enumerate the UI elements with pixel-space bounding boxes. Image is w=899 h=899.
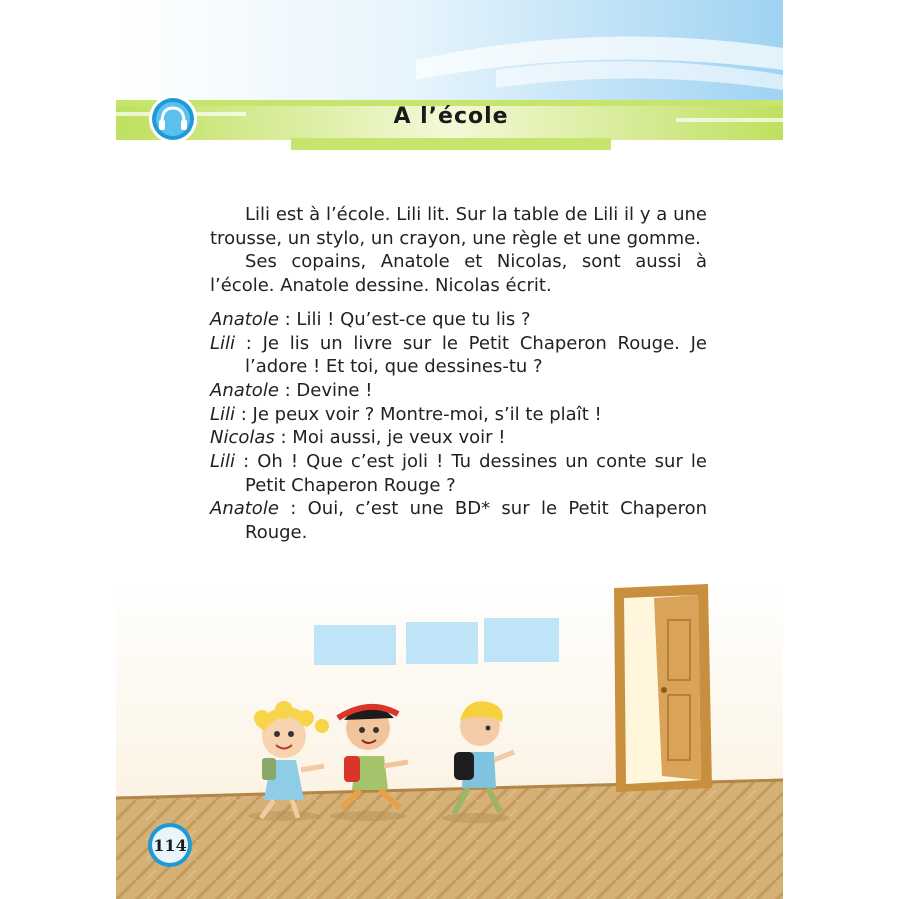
- window: [484, 618, 559, 662]
- dialogue-text: : Je lis un livre sur le Petit Chaperon Rouge. Je l’adore ! Et toi, que dessines-tu ?: [235, 332, 707, 378]
- dialogue-line: [210, 403, 707, 427]
- paragraph: Ses copains, Anatole et Nicolas, sont aussi à l’école. Anatole dessine. Nicolas écrit.: [210, 251, 707, 297]
- page-number: 114: [153, 836, 187, 855]
- page-number-badge: [147, 822, 193, 868]
- page-title: A l’école: [393, 104, 509, 129]
- speaker-name: Lili: [210, 332, 236, 354]
- dialogue-line: [210, 497, 707, 544]
- school-hallway-illustration: [116, 580, 783, 899]
- dialogue-text: : Moi aussi, je veux voir !: [274, 427, 506, 449]
- speaker-name: Anatole: [210, 308, 279, 330]
- dialogue-line: [210, 332, 707, 379]
- reading-text: [210, 203, 707, 545]
- dialogue: [210, 308, 707, 545]
- header-banner: [116, 0, 783, 160]
- dialogue-line: [210, 308, 707, 332]
- dialogue-text: : Oui, c’est une BD* sur le Petit Chaperon Rouge.: [245, 498, 707, 544]
- dialogue-text: : Devine !: [278, 379, 373, 401]
- speaker-name: Nicolas: [210, 427, 275, 449]
- window: [314, 625, 396, 665]
- headphones-icon[interactable]: [148, 94, 198, 144]
- open-door: [614, 584, 712, 792]
- speaker-name: Lili: [210, 403, 236, 425]
- window: [406, 622, 478, 664]
- dialogue-line: [210, 379, 707, 403]
- dialogue-line: [210, 426, 707, 450]
- parquet-floor: [116, 780, 783, 899]
- speaker-name: Anatole: [210, 379, 279, 401]
- speaker-name: Anatole: [210, 498, 279, 520]
- dialogue-text: : Lili ! Qu’est-ce que tu lis ?: [278, 308, 531, 330]
- dialogue-text: : Oh ! Que c’est joli ! Tu dessines un conte sur le Petit Chaperon Rouge ?: [235, 451, 707, 496]
- speaker-name: Lili: [210, 451, 236, 473]
- dialogue-text: : Je peux voir ? Montre-moi, s’il te plaît !: [235, 403, 602, 425]
- paragraph: Lili est à l’école. Lili lit. Sur la table de Lili il y a une trousse, un stylo, un crayon, une règle et une gomme.: [210, 204, 707, 249]
- dialogue-line: [210, 450, 707, 497]
